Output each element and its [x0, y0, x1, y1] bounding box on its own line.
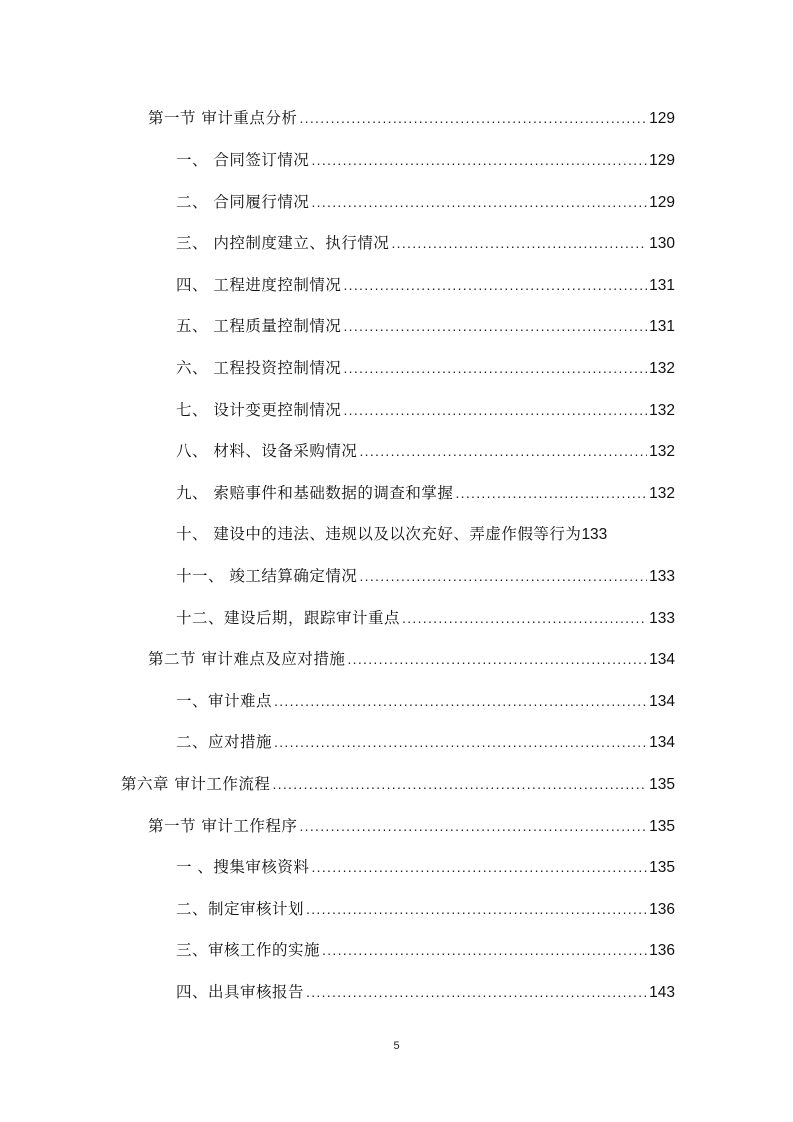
toc-entry-title: 一、审计难点 [176, 692, 273, 710]
dot-leader [343, 273, 647, 297]
toc-entry[interactable] [176, 522, 675, 546]
dot-leader [274, 689, 647, 713]
toc-entry[interactable] [176, 190, 675, 214]
toc-entry-page: 136 [649, 901, 675, 918]
toc-entry-title: 十一、 竣工结算确定情况 [176, 567, 358, 585]
toc-entry-page: 129 [649, 152, 675, 169]
dot-leader [402, 606, 647, 630]
toc-entry-page: 130 [649, 235, 675, 252]
toc-entry-page: 143 [649, 984, 675, 1001]
dot-leader [311, 190, 647, 214]
toc-entry-page: 134 [649, 693, 675, 710]
toc-entry-page: 134 [649, 651, 675, 668]
toc-entry[interactable] [176, 980, 675, 1004]
toc-entry[interactable] [176, 439, 675, 463]
toc-entry[interactable] [176, 938, 675, 962]
toc-entry-title: 十二、建设后期，跟踪审计重点 [176, 609, 401, 627]
toc-entry-page: 132 [649, 485, 675, 502]
toc-entry[interactable] [121, 772, 675, 796]
toc-entry-title: 三、 内控制度建立、执行情况 [176, 234, 390, 252]
toc-entry[interactable] [148, 106, 675, 130]
dot-leader [347, 647, 647, 671]
dot-leader [359, 439, 647, 463]
dot-leader [322, 938, 647, 962]
dot-leader [306, 980, 647, 1004]
toc-entry-title: 十、 建设中的违法、违规以及以次充好、弄虚作假等行为 [176, 525, 582, 543]
toc-entry-title: 第六章 审计工作流程 [121, 775, 271, 793]
page-number: 5 [393, 1040, 400, 1052]
dot-leader [359, 564, 647, 588]
dot-leader [343, 314, 647, 338]
dot-leader [455, 481, 647, 505]
toc-entry-page: 133 [581, 526, 608, 543]
toc-entry-title: 第二节 审计难点及应对措施 [148, 650, 346, 668]
toc-entry-title: 八、 材料、设备采购情况 [176, 442, 358, 460]
toc-entry[interactable] [176, 606, 675, 630]
toc-entry[interactable] [176, 398, 675, 422]
toc-entry[interactable] [176, 481, 675, 505]
toc-entry-title: 二、制定审核计划 [176, 900, 305, 918]
dot-leader [274, 730, 647, 754]
toc-entry-title: 七、 设计变更控制情况 [176, 401, 342, 419]
toc-entry[interactable] [176, 897, 675, 921]
dot-leader [299, 106, 647, 130]
toc-entry-page: 129 [649, 110, 675, 127]
toc-entry[interactable] [176, 689, 675, 713]
dot-leader [391, 231, 647, 255]
toc-entry-page: 131 [649, 277, 675, 294]
dot-leader [272, 772, 647, 796]
toc-entry[interactable] [176, 314, 675, 338]
toc-entry-title: 第一节 审计重点分析 [148, 109, 298, 127]
toc-entry[interactable] [148, 814, 675, 838]
toc-entry[interactable] [176, 730, 675, 754]
toc-entry-page: 136 [649, 942, 675, 959]
toc-entry-page: 132 [649, 360, 675, 377]
toc-entry[interactable] [176, 356, 675, 380]
dot-leader [343, 398, 647, 422]
toc-entry-title: 四、 工程进度控制情况 [176, 276, 342, 294]
toc-entry-page: 131 [649, 318, 675, 335]
toc-entry[interactable] [176, 855, 675, 879]
toc-entry-page: 135 [649, 818, 675, 835]
toc-entry-page: 132 [649, 402, 675, 419]
toc-entry-title: 四、出具审核报告 [176, 983, 305, 1001]
dot-leader [299, 814, 647, 838]
dot-leader [311, 148, 647, 172]
toc-entry[interactable] [176, 273, 675, 297]
toc-entry-title: 三、审核工作的实施 [176, 941, 321, 959]
toc-entry-title: 二、 合同履行情况 [176, 193, 310, 211]
toc-entry-page: 133 [649, 568, 675, 585]
dot-leader [343, 356, 647, 380]
toc-entry-page: 129 [649, 194, 675, 211]
toc-entry-page: 133 [649, 610, 675, 627]
toc-entry-title: 第一节 审计工作程序 [148, 817, 298, 835]
toc-entry-page: 132 [649, 443, 675, 460]
toc-entry-page: 135 [649, 776, 675, 793]
toc-entry-title: 一 、搜集审核资料 [176, 858, 310, 876]
toc-entry-page: 134 [649, 734, 675, 751]
dot-leader [306, 897, 647, 921]
dot-leader [311, 855, 647, 879]
toc-entry-title: 二、应对措施 [176, 733, 273, 751]
toc-entry[interactable] [176, 564, 675, 588]
toc-entry[interactable] [148, 647, 675, 671]
toc-entry-page: 135 [649, 859, 675, 876]
toc-entry-title: 一、 合同签订情况 [176, 151, 310, 169]
toc-entry-title: 九、 索赔事件和基础数据的调查和掌握 [176, 484, 454, 502]
toc-entry[interactable] [176, 231, 675, 255]
toc-entry-title: 六、 工程投资控制情况 [176, 359, 342, 377]
toc-entry-title: 五、 工程质量控制情况 [176, 317, 342, 335]
toc-entry[interactable] [176, 148, 675, 172]
